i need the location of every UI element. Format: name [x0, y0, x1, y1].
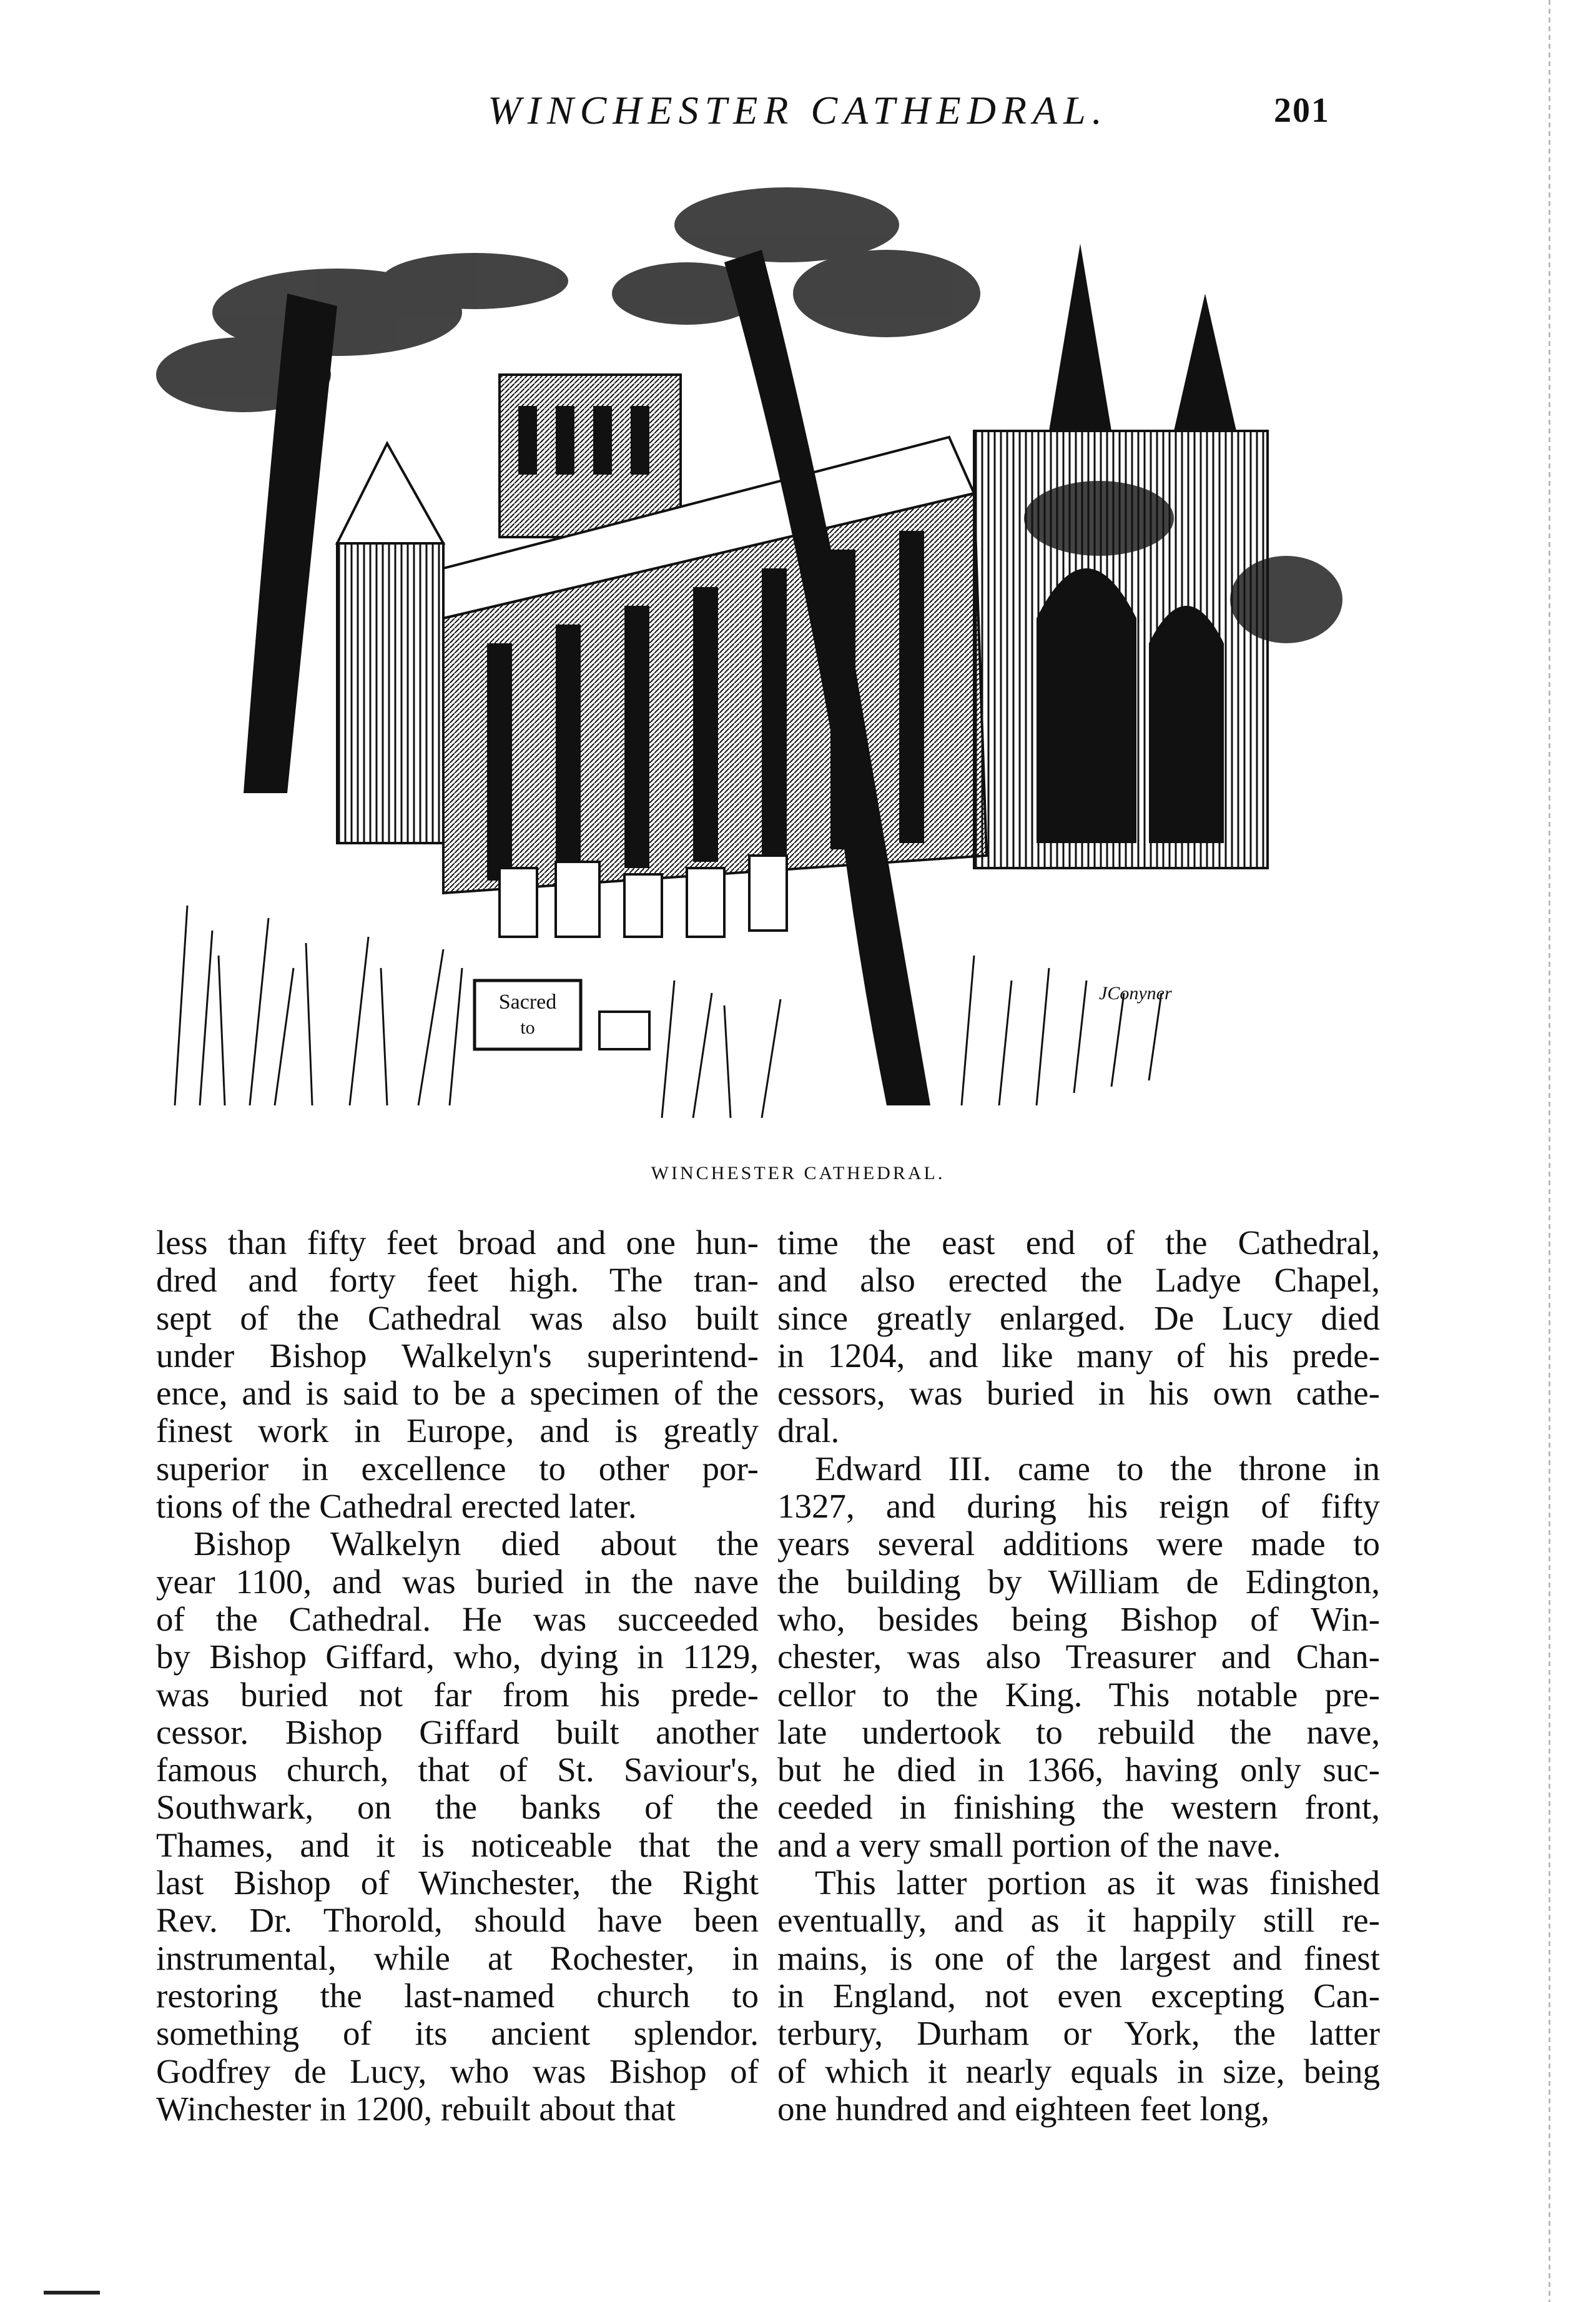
text-line: less than fifty feet broad and one hun- — [156, 1223, 759, 1262]
sign-text-line2: to — [520, 1017, 535, 1038]
text-line: in 1204, and like many of his prede- — [777, 1336, 1380, 1375]
paragraph — [156, 1525, 759, 2128]
text-line: terbury, Durham or York, the latter — [777, 2014, 1380, 2053]
text-line: who, besides being Bishop of Win- — [777, 1599, 1380, 1638]
text-line: in England, not even excepting Can- — [777, 1976, 1380, 2015]
text-line: years several additions were made to — [777, 1524, 1380, 1563]
text-line: ceeded in finishing the western front, — [777, 1788, 1380, 1827]
paragraph — [777, 1450, 1380, 1864]
text-line: of the Cathedral. He was succeeded — [156, 1599, 759, 1638]
text-line: sept of the Cathedral was also built — [156, 1298, 759, 1337]
text-line: since greatly enlarged. De Lucy died — [777, 1298, 1380, 1337]
text-line: eventually, and as it happily still re- — [777, 1901, 1380, 1940]
text-line: chester, was also Treasurer and Chan- — [777, 1638, 1380, 1676]
text-line: of which it nearly equals in size, being — [777, 2052, 1380, 2090]
illustration-caption: WINCHESTER CATHEDRAL. — [651, 1163, 945, 1183]
text-line: one hundred and eighteen feet long, — [777, 2089, 1270, 2128]
cathedral-engraving — [150, 169, 1349, 1143]
text-line: and a very small portion of the nave. — [777, 1825, 1281, 1864]
text-line: Edward III. came to the throne in — [815, 1449, 1380, 1488]
text-line: year 1100, and was buried in the nave — [156, 1562, 759, 1601]
text-line: This latter portion as it was finished — [815, 1864, 1380, 1902]
text-line: mains, is one of the largest and finest — [777, 1939, 1380, 1977]
text-line: finest work in Europe, and is greatly — [156, 1411, 759, 1450]
text-line: tions of the Cathedral erected later. — [156, 1487, 637, 1526]
text-line: something of its ancient splendor. — [156, 2014, 759, 2053]
text-line: was buried not far from his prede- — [156, 1675, 759, 1714]
text-line: Winchester in 1200, rebuilt about that — [156, 2089, 676, 2128]
text-line: cellor to the King. This notable pre- — [777, 1675, 1380, 1714]
text-line: Godfrey de Lucy, who was Bishop of — [156, 2052, 759, 2090]
page-edge-rule — [1549, 0, 1550, 2302]
text-line: dred and forty feet high. The tran- — [156, 1261, 759, 1300]
text-line: but he died in 1366, having only suc- — [777, 1751, 1380, 1789]
text-line: by Bishop Giffard, who, dying in 1129, — [156, 1638, 759, 1676]
text-line: cessor. Bishop Giffard built another — [156, 1712, 759, 1751]
text-line: and also erected the Ladye Chapel, — [777, 1261, 1380, 1300]
running-head-title: WINCHESTER CATHEDRAL. — [488, 88, 1108, 132]
text-line: instrumental, while at Rochester, in — [156, 1939, 759, 1977]
right-text-column — [777, 1224, 1380, 2128]
text-line: 1327, and during his reign of fifty — [777, 1487, 1380, 1526]
text-line: the building by William de Edington, — [777, 1562, 1380, 1601]
paragraph — [777, 1864, 1380, 2128]
text-line: Bishop Walkelyn died about the — [194, 1524, 759, 1563]
text-line: last Bishop of Winchester, the Right — [156, 1864, 759, 1902]
text-line: restoring the last-named church to — [156, 1976, 759, 2015]
text-line: late undertook to rebuild the nave, — [777, 1712, 1380, 1751]
text-line: ence, and is said to be a specimen of the — [156, 1374, 759, 1413]
left-text-column — [156, 1224, 759, 2128]
text-line: famous church, that of St. Saviour's, — [156, 1751, 759, 1789]
text-line: dral. — [777, 1411, 840, 1450]
text-line: time the east end of the Cathedral, — [777, 1223, 1380, 1262]
page-number: 201 — [1274, 91, 1330, 130]
text-line: under Bishop Walkelyn's superintend- — [156, 1336, 759, 1375]
artist-signature: JConyner — [1099, 983, 1172, 1004]
text-line: Rev. Dr. Thorold, should have been — [156, 1901, 759, 1940]
paragraph — [777, 1224, 1380, 1450]
sign-text-line1: Sacred — [498, 990, 557, 1014]
text-line: superior in excellence to other por- — [156, 1449, 759, 1488]
text-line: cessors, was buried in his own cathe- — [777, 1374, 1380, 1413]
text-line: Thames, and it is noticeable that the — [156, 1825, 759, 1864]
corner-mark — [44, 2291, 100, 2295]
text-line: Southwark, on the banks of the — [156, 1788, 759, 1827]
paragraph — [156, 1224, 759, 1525]
